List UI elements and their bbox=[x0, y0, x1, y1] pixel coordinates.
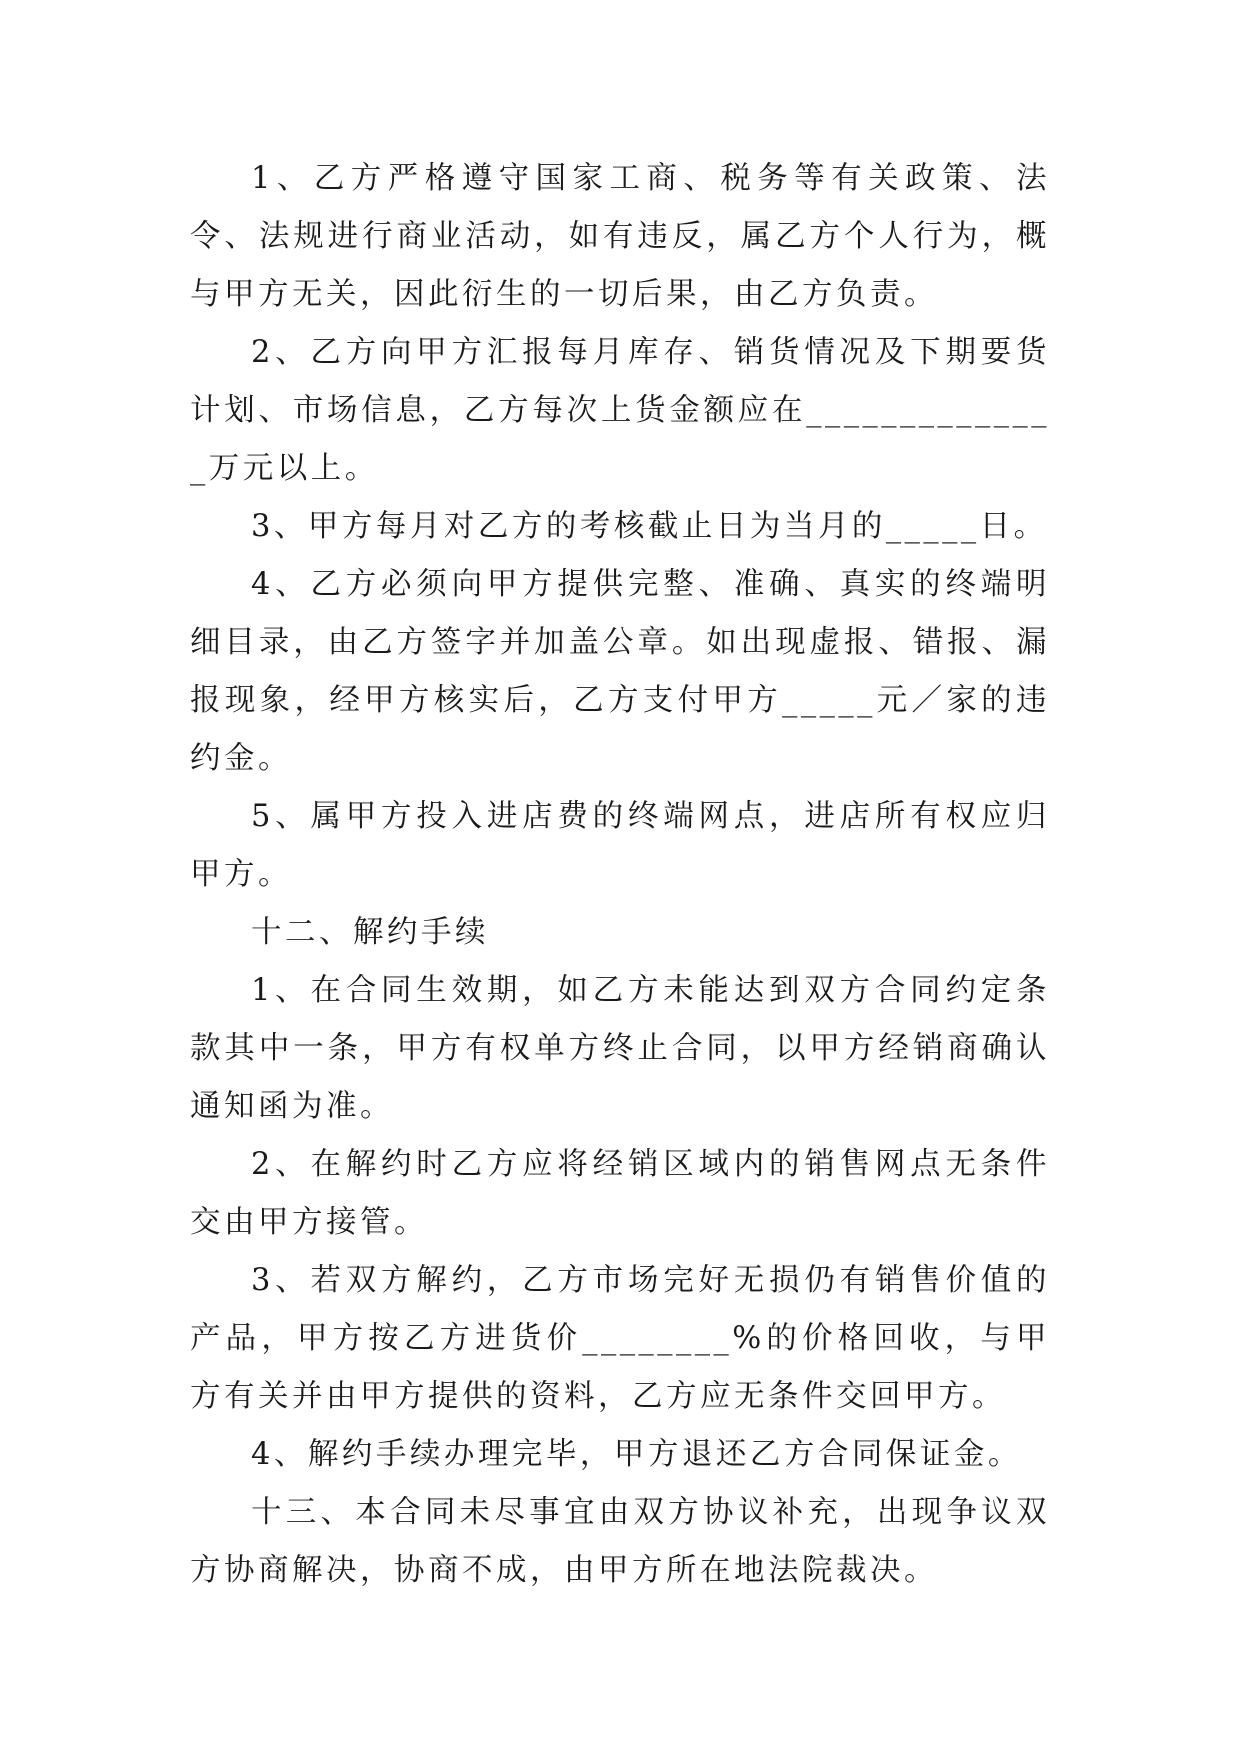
paragraph-clause-2: 2、乙方向甲方汇报每月库存、销货情况及下期要货计划、市场信息，乙方每次上货金额应在______________万元以上。 bbox=[190, 335, 1050, 486]
paragraph-clause-5: 5、属甲方投入进店费的终端网点，进店所有权应归甲方。 bbox=[190, 799, 1050, 892]
document-body bbox=[190, 150, 1050, 1600]
paragraph-termination-4: 4、解约手续办理完毕，甲方退还乙方合同保证金。 bbox=[251, 1437, 1022, 1472]
paragraph-termination-3: 3、若双方解约，乙方市场完好无损仍有销售价值的产品，甲方按乙方进货价________%的价格回收，与甲方有关并由甲方提供的资料，乙方应无条件交回甲方。 bbox=[190, 1263, 1050, 1414]
paragraph-clause-1: 1、乙方严格遵守国家工商、税务等有关政策、法令、法规进行商业活动，如有违反，属乙方个人行为，概与甲方无关，因此衍生的一切后果，由乙方负责。 bbox=[190, 161, 1050, 312]
paragraph-clause-3: 3、甲方每月对乙方的考核截止日为当月的_____日。 bbox=[251, 509, 1048, 544]
paragraph-termination-2: 2、在解约时乙方应将经销区域内的销售网点无条件交由甲方接管。 bbox=[190, 1147, 1050, 1240]
paragraph-clause-4: 4、乙方必须向甲方提供完整、准确、真实的终端明细目录，由乙方签字并加盖公章。如出现虚报、错报、漏报现象，经甲方核实后，乙方支付甲方_____元／家的违约金。 bbox=[190, 567, 1050, 776]
section-heading-termination: 十二、解约手续 bbox=[251, 915, 489, 950]
section-thirteen-dispute: 十三、本合同未尽事宜由双方协议补充，出现争议双方协商解决，协商不成，由甲方所在地法院裁决。 bbox=[190, 1495, 1050, 1588]
paragraph-termination-1: 1、在合同生效期，如乙方未能达到双方合同约定条款其中一条，甲方有权单方终止合同，以甲方经销商确认通知函为准。 bbox=[190, 973, 1050, 1124]
